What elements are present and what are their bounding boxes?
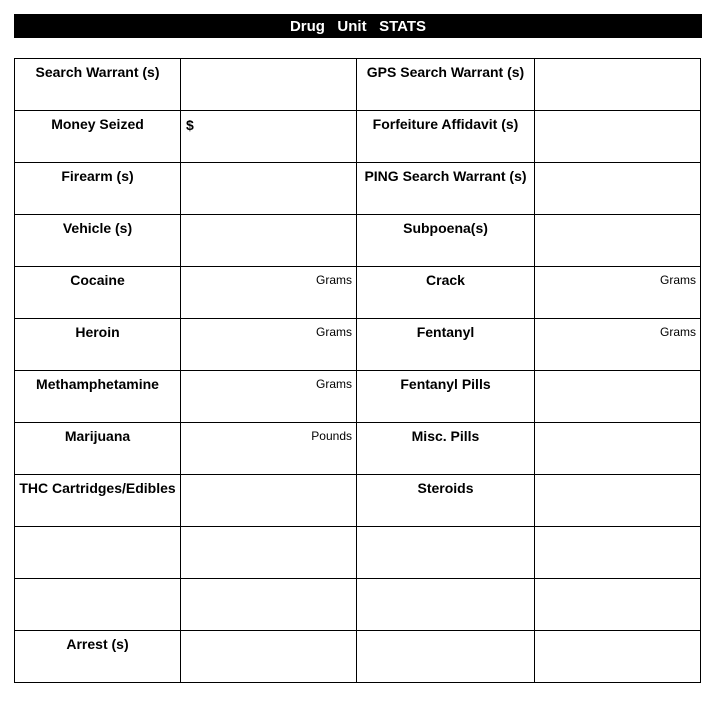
left-label-cell: Arrest (s): [15, 631, 181, 683]
right-label-cell: [357, 631, 535, 683]
right-value-cell[interactable]: [535, 267, 701, 319]
stats-row: [15, 267, 701, 319]
left-value-cell[interactable]: [181, 371, 357, 423]
right-value-cell[interactable]: [535, 371, 701, 423]
stats-table: [14, 58, 701, 683]
stats-row: [15, 111, 701, 163]
left-value-cell[interactable]: [181, 631, 357, 683]
stats-row: [15, 423, 701, 475]
left-value-cell[interactable]: [181, 215, 357, 267]
left-value-cell[interactable]: [181, 527, 357, 579]
unit-label: Grams: [660, 273, 696, 287]
stats-row: [15, 59, 701, 111]
currency-symbol: $: [186, 117, 194, 133]
right-label-cell: Subpoena(s): [357, 215, 535, 267]
right-value-cell[interactable]: [535, 527, 701, 579]
left-label-cell: Vehicle (s): [15, 215, 181, 267]
right-label-cell: Forfeiture Affidavit (s): [357, 111, 535, 163]
unit-label: Grams: [316, 325, 352, 339]
left-value-cell[interactable]: [181, 267, 357, 319]
left-label-cell: [15, 579, 181, 631]
left-label-cell: THC Cartridges/Edibles: [15, 475, 181, 527]
left-label-cell: Search Warrant (s): [15, 59, 181, 111]
right-label-cell: [357, 579, 535, 631]
form-title: Drug Unit STATS: [14, 14, 702, 38]
right-value-cell[interactable]: [535, 319, 701, 371]
left-label-cell: Heroin: [15, 319, 181, 371]
left-value-cell[interactable]: [181, 579, 357, 631]
stats-row: [15, 215, 701, 267]
left-value-cell[interactable]: [181, 423, 357, 475]
left-label-cell: Firearm (s): [15, 163, 181, 215]
stats-row: [15, 579, 701, 631]
right-label-cell: GPS Search Warrant (s): [357, 59, 535, 111]
right-value-cell[interactable]: [535, 579, 701, 631]
right-value-cell[interactable]: [535, 111, 701, 163]
unit-label: Grams: [316, 377, 352, 391]
left-value-cell[interactable]: [181, 59, 357, 111]
left-value-cell[interactable]: [181, 319, 357, 371]
left-label-cell: Cocaine: [15, 267, 181, 319]
right-value-cell[interactable]: [535, 163, 701, 215]
right-label-cell: PING Search Warrant (s): [357, 163, 535, 215]
left-value-cell[interactable]: [181, 163, 357, 215]
right-label-cell: Fentanyl: [357, 319, 535, 371]
right-value-cell[interactable]: [535, 215, 701, 267]
left-label-cell: [15, 527, 181, 579]
stats-row: [15, 319, 701, 371]
left-label-cell: Methamphetamine: [15, 371, 181, 423]
unit-label: Pounds: [311, 429, 352, 443]
left-label-cell: Money Seized: [15, 111, 181, 163]
stats-row: [15, 163, 701, 215]
right-value-cell[interactable]: [535, 423, 701, 475]
left-value-cell[interactable]: [181, 475, 357, 527]
stats-row: [15, 371, 701, 423]
right-label-cell: Misc. Pills: [357, 423, 535, 475]
right-label-cell: [357, 527, 535, 579]
right-value-cell[interactable]: [535, 475, 701, 527]
unit-label: Grams: [660, 325, 696, 339]
right-value-cell[interactable]: [535, 631, 701, 683]
left-label-cell: Marijuana: [15, 423, 181, 475]
stats-row: [15, 475, 701, 527]
right-value-cell[interactable]: [535, 59, 701, 111]
left-value-cell[interactable]: [181, 111, 357, 163]
stats-row: [15, 527, 701, 579]
right-label-cell: Fentanyl Pills: [357, 371, 535, 423]
unit-label: Grams: [316, 273, 352, 287]
right-label-cell: Crack: [357, 267, 535, 319]
stats-row: [15, 631, 701, 683]
right-label-cell: Steroids: [357, 475, 535, 527]
